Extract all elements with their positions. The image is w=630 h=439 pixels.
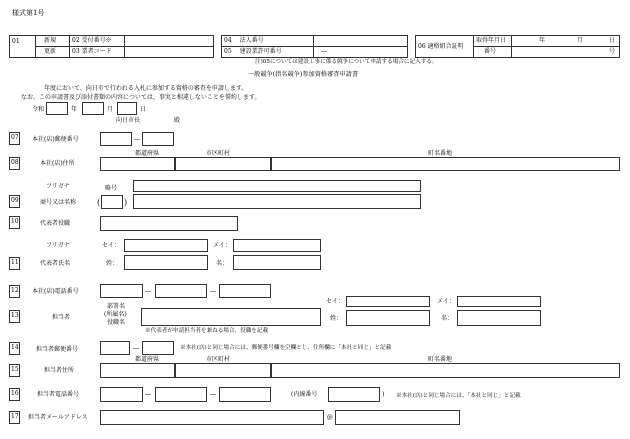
shinki-label[interactable]: 新規 [44,37,57,44]
staff-mei-field[interactable] [457,310,541,326]
staff-dept-field[interactable] [141,308,321,326]
staff-postal-1-field[interactable] [100,341,130,355]
hi-label: 日 [140,106,147,113]
trade-name-field[interactable] [133,194,421,209]
row-08-pref-header: 都道府県 [135,150,160,157]
row-13-number: 13 [9,310,20,323]
staff-sei-field[interactable] [346,310,430,326]
hq-postal-2-field[interactable] [142,132,174,146]
staff-tel-3-field[interactable] [219,387,271,402]
reiwa-label: 令和 [32,106,45,113]
gyousha-field[interactable] [125,47,213,57]
row-16-naisen: (内線番号 [291,391,318,398]
row-16-close: ) [382,391,385,398]
koushin-label[interactable]: 更新 [44,48,57,55]
bangou-label: 番号 [484,48,497,55]
row-15-number: 15 [9,364,20,377]
uketsuke-field[interactable] [125,36,213,46]
row-08-number: 08 [9,157,20,170]
rep-mei-field[interactable] [233,255,321,270]
row-17-at: @ [327,414,333,421]
hq-tel-3-field[interactable] [219,284,271,298]
ryakugou-field[interactable] [101,195,123,209]
gyousha-label: 03 業者コード [72,48,112,55]
row-09-paren-open: ( [97,198,101,207]
staff-email-domain-field[interactable] [335,410,460,425]
staff-email-local-field[interactable] [100,410,324,425]
hq-street-field[interactable] [271,157,620,171]
row-11-sei: 姓： [106,260,119,267]
doc-title: 一般競争(指名競争)参加資格審査申請書 [248,71,359,78]
row-13-sei: 姓： [330,315,343,322]
row-13-label: 担当者 [52,314,71,321]
row-14-note: ※本社(店)と同じ場合には、郵便番号欄を空欄とし、住所欄に「本社と同じ」と記載 [180,345,392,351]
row-07-label: 本社(店)郵便番号 [32,136,79,143]
row-10-number: 10 [9,216,20,229]
row-16-number: 16 [9,388,20,401]
staff-pref-field[interactable] [100,363,175,378]
trade-name-kana-field[interactable] [133,180,421,192]
row-16-label: 担当者電話番号 [37,391,80,398]
hi-label: 日 [609,37,616,44]
date-month-field[interactable] [82,102,104,115]
row-09-paren-close: ) [124,198,128,207]
row-14-dash: ― [133,345,139,352]
gou-label: 号 [609,48,616,55]
row-09-label: 商号又は名称 [40,199,77,206]
kyoka-label: 05 建設業許可番号 [224,48,282,55]
row-11-mei-kana: メイ： [213,242,231,249]
addressee: 向日市長 [116,117,141,124]
staff-tel-2-field[interactable] [155,387,207,402]
staff-sei-kana-field[interactable] [346,296,430,307]
n01-label: 01 [12,38,20,45]
rep-mei-kana-field[interactable] [233,239,321,252]
kyoka-dash: ― [321,48,327,55]
intro-line-1: 年度において、向日市で行われる入札に参加する資格の審査を申請します。 [44,85,248,92]
row-12-number: 12 [9,285,20,298]
rep-sei-kana-field[interactable] [124,239,208,252]
row-14-number: 14 [9,342,20,355]
nen-label: 年 [71,106,78,113]
top-note: 注)05については建設工事に係る競争について申請する場合に記入する。 [255,59,438,65]
row-13-mei: 名： [441,315,454,322]
houjin-label: 04 法人番号 [224,37,264,44]
row-07-number: 07 [9,132,20,145]
row-11-label: 代表者氏名 [40,260,71,267]
row-11-number: 11 [9,257,20,270]
row-16-dash-2: ― [210,391,216,398]
row-16-note: ※本社(店)と同じ場合には、「本社と同じ」と記載 [396,393,521,399]
hq-postal-1-field[interactable] [100,132,132,146]
staff-extension-field[interactable] [328,387,380,402]
row-14-label: 担当者郵便番号 [36,346,79,353]
rep-title-field[interactable] [100,216,238,231]
date-year-field[interactable] [46,102,68,115]
row-12-dash-2: ― [210,288,216,295]
row-15-label: 担当者住所 [44,367,75,374]
kumiai-label: 06 適格組合証明 [418,43,464,50]
row-13-dept-2: (所属名) [104,311,127,318]
row-08-city-header: 市区町村 [206,150,231,157]
row-15-city-header: 市区町村 [206,356,231,363]
nen-label: 年 [539,37,546,44]
hq-pref-field[interactable] [100,157,175,171]
row-17-label: 担当者メールアドレス [28,414,88,421]
row-15-pref-header: 都道府県 [135,356,160,363]
staff-city-field[interactable] [175,363,271,378]
row-07-dash: ― [134,136,140,143]
row-09-ryakugou: 略号 [105,185,118,192]
row-13-note: ※代表者が申請担当者を兼ねる場合、役職を記載 [145,328,269,334]
row-08-street-header: 町名番地 [428,150,453,157]
houjin-field[interactable] [314,36,407,46]
row-13-dept-3: 役職名 [107,319,126,326]
row-13-dept-1: 部署名 [107,303,126,310]
date-day-field[interactable] [117,102,137,115]
rep-sei-field[interactable] [124,255,208,270]
shutoku-label: 取得年月日 [476,37,507,44]
row-08-label: 本社(店)住所 [40,160,75,167]
row-12-label: 本社(店)電話番号 [32,288,79,295]
tsuki-label: 月 [107,106,114,113]
row-15-street-header: 町名番地 [428,356,453,363]
row-10-label: 代表者役職 [40,220,71,227]
row-09-number: 09 [9,195,20,208]
intro-line-2: なお、この申請書及び添付書類の内容については、事実と相違しないことを誓約します。 [21,94,261,101]
staff-tel-1-field[interactable] [100,387,143,402]
dono: 殿 [174,117,181,124]
hq-tel-1-field[interactable] [100,284,143,298]
staff-postal-2-field[interactable] [142,341,174,355]
row-11-mei: 名： [216,260,229,267]
row-09-furigana: フリガナ [46,183,70,190]
row-13-mei-kana: メイ： [437,298,455,305]
staff-mei-kana-field[interactable] [457,296,541,307]
row-13-sei-kana: セイ： [326,298,344,305]
row-12-dash-1: ― [145,288,151,295]
form-number: 様式第1号 [12,9,45,17]
tsuki-label: 月 [577,37,584,44]
kyoka-field[interactable] [314,47,318,57]
row-11-furigana: フリガナ [46,242,70,249]
row-11-sei-kana: セイ： [102,242,120,249]
hq-tel-2-field[interactable] [155,284,207,298]
row-16-dash-1: ― [145,391,151,398]
staff-street-field[interactable] [271,363,620,378]
uketsuke-label: 02 受付番号※ [72,37,112,44]
hq-city-field[interactable] [175,157,271,171]
row-17-number: 17 [9,411,20,424]
